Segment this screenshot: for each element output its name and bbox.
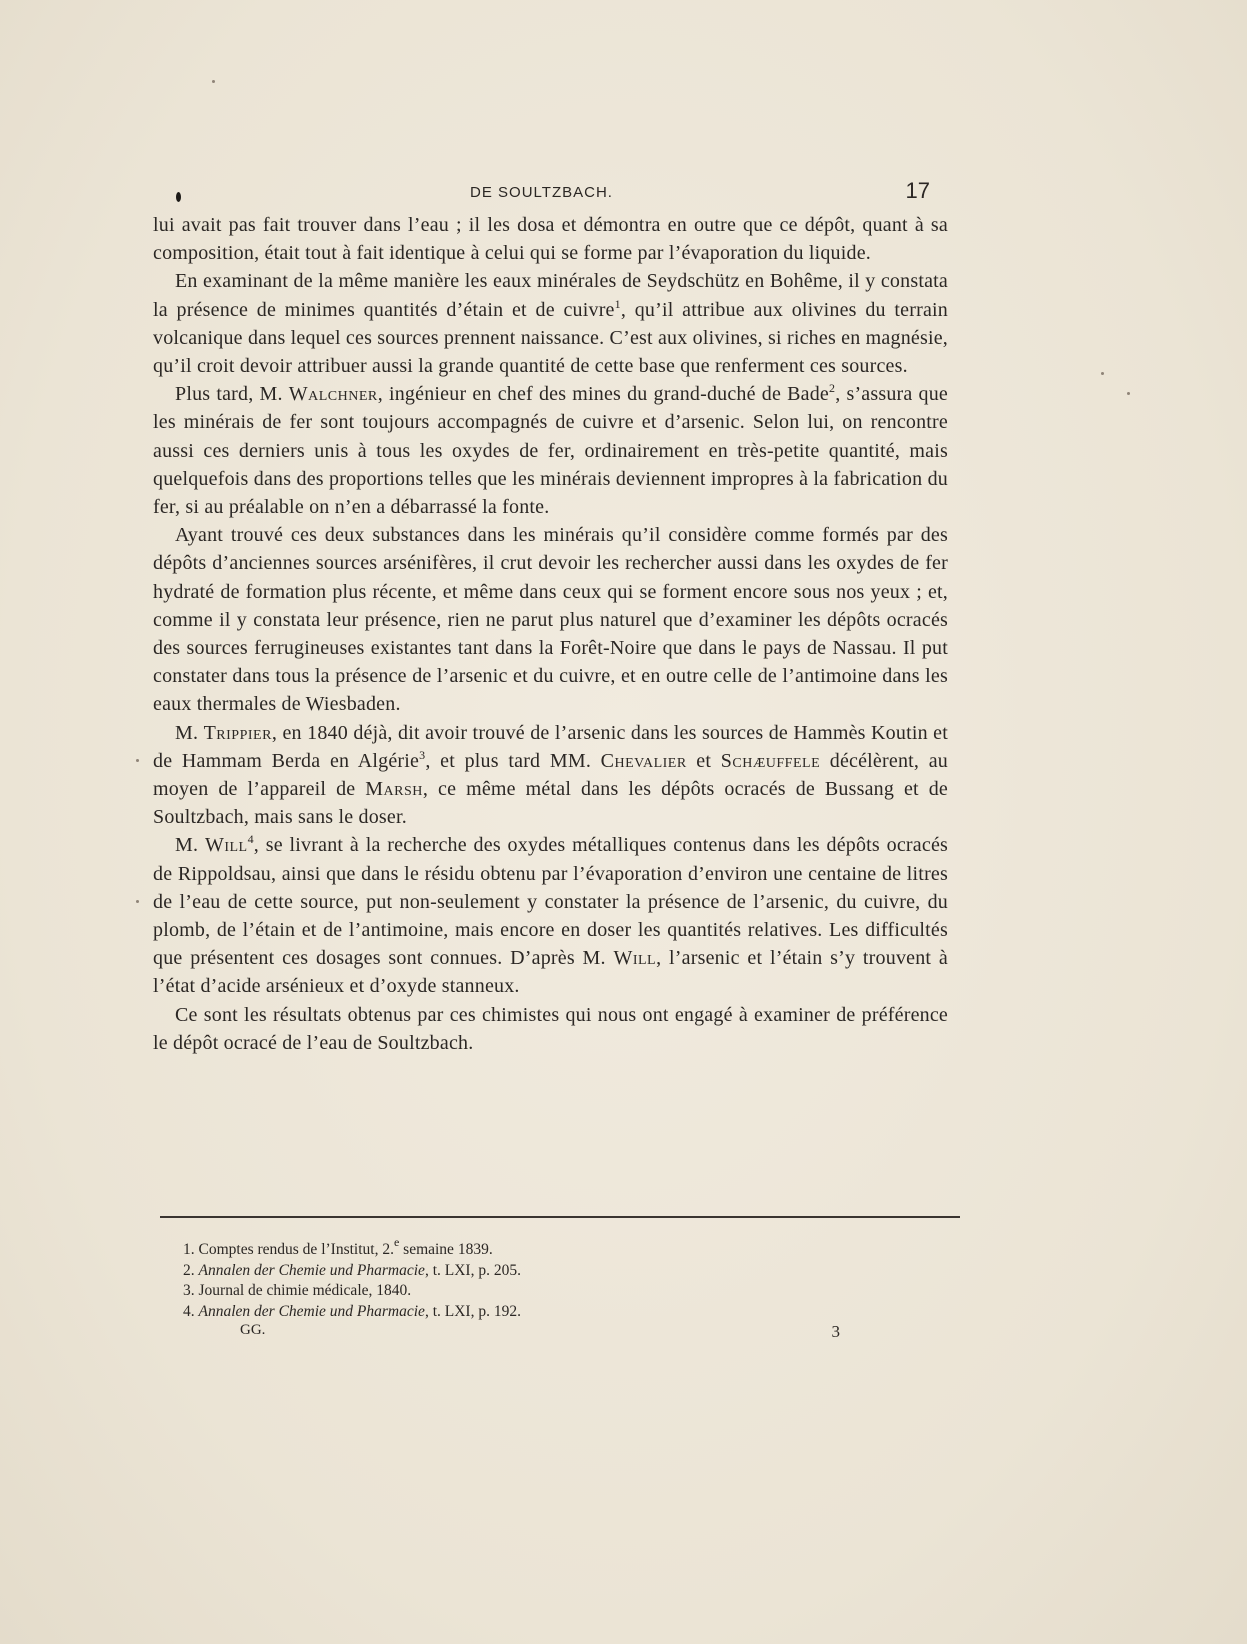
author-name: Walchner — [288, 383, 378, 406]
ink-mark — [176, 192, 181, 202]
footnote-ref: e — [393, 1235, 400, 1249]
text-run: 2. — [183, 1261, 199, 1279]
paragraph — [153, 831, 948, 1000]
body-text — [153, 211, 948, 1057]
text-run: , et plus tard MM. — [425, 749, 601, 772]
text-run: , t. LXI, p. 192. — [424, 1302, 521, 1320]
text-run: 4. — [183, 1302, 199, 1320]
text-run: Ayant trouvé ces deux substances dans les minérais qu’il considère comme formés par des dépôts d’anciennes sources arsénifères, il crut devoir les rechercher aussi dans les oxydes de fer hydraté de formation plus récente, et même dans ceux qui se forment encore sous nos yeux ; et, comme il y constata leur présence, rien ne parut plus naturel que d’examiner les dépôts ocracés des sources ferrugineuses existantes tant dans la Forêt-Noire que dans le pays de Nassau. Il put constater dans tous la présence de l’arsenic et du cuivre, et en outre celle de l’antimoine dans les eaux thermales de Wiesbaden. — [153, 524, 948, 716]
paper-speck — [1101, 372, 1104, 375]
paragraph — [153, 267, 948, 380]
signature-line — [240, 1322, 840, 1344]
author-name: Will — [204, 834, 248, 857]
author-name: Chevalier — [600, 749, 687, 772]
page-number: 17 — [905, 178, 930, 203]
running-head: DE SOULTZBACH. — [470, 184, 613, 201]
text-run: Plus tard, M. — [175, 383, 289, 406]
paper-speck — [136, 759, 139, 762]
text-run: 1. Comptes rendus de l’Institut, 2. — [183, 1241, 394, 1258]
footnotes — [183, 1235, 883, 1322]
footnote — [183, 1261, 883, 1282]
journal-title: Annalen der Chemie und Pharmacie — [198, 1261, 425, 1279]
text-run: , se livrant à la recherche des oxydes métalliques contenus dans les dépôts ocracés de Rippoldsau, ainsi que dans le résidu obtenu par l’évaporation d’environ une centaine de litres de l’eau de cette source, put non-seulement y constater la présence de l’arsenic, du cuivre, du plomb, de l’étain et de l’antimoine, mais encore en doser les quantités relatives. Les difficultés que présentent ces dosages sont connues. D’après M. — [153, 834, 949, 970]
text-run: décélèrent, au moyen de l’appareil de — [153, 749, 948, 801]
text-run: et — [686, 749, 721, 772]
text-run: semaine 1839. — [399, 1241, 493, 1258]
text-run: , ingénieur en chef des mines du grand-duché de Bade — [377, 383, 829, 406]
signature-mark: GG. — [240, 1322, 266, 1338]
author-name: Marsh — [365, 778, 423, 801]
footnote — [183, 1302, 883, 1323]
text-run: M. — [175, 834, 205, 857]
footnote-ref: 3 — [419, 747, 426, 762]
text-run: M. — [175, 721, 204, 744]
text-run: , s’assura que les minérais de fer sont toujours accompagnés de cuivre et d’arsenic. Selon lui, on rencontre aussi ces derniers unis à tous les oxydes de fer, ordinairement en très-petite quantité, mais quelquefois dans des proportions telles que les minérais deviennent impropres à la fabrication du fer, si au préalable on n’en a débarrassé la fonte. — [153, 383, 949, 519]
text-run: , ce même métal dans les dépôts ocracés de Bussang et de Soultzbach, mais sans le doser. — [153, 778, 948, 829]
text-run: lui avait pas fait trouver dans l’eau ; il les dosa et démontra en outre que ce dépôt, quant à sa composition, était tout à fait identique à celui qui se forme par l’évaporation du liquide. — [153, 214, 948, 265]
paper-speck — [136, 900, 139, 903]
footnote-ref: 4 — [247, 832, 254, 847]
text-run: , l’arsenic et l’étain s’y trouvent à l’état d’acide arsénieux et d’oxyde stanneux. — [153, 947, 948, 998]
signature-number: 3 — [831, 1322, 840, 1341]
text-run: , t. LXI, p. 205. — [424, 1261, 521, 1279]
footnote-rule — [160, 1216, 960, 1218]
paragraph — [153, 380, 948, 521]
paper-speck — [212, 80, 215, 83]
footnote — [183, 1235, 883, 1261]
paper-speck — [1127, 392, 1130, 395]
text-run: En examinant de la même manière les eaux minérales de Seydschütz en Bohême, il y constata la présence de minimes quantités d’étain et de cuivre — [153, 270, 948, 321]
author-name: Schæuffele — [720, 749, 821, 772]
text-run: , en 1840 déjà, dit avoir trouvé de l’arsenic dans les sources de Hammès Koutin et de Hammam Berda en Algérie — [153, 721, 948, 772]
footnote — [183, 1281, 883, 1302]
footnote-ref: 2 — [829, 381, 836, 396]
text-run: , qu’il attribue aux olivines du terrain volcanique dans lequel ces sources prennent naissance. C’est aux olivines, si riches en magnésie, qu’il croit devoir attribuer aussi la grande quantité de cette base que renferment ces sources. — [153, 298, 948, 378]
journal-title: Annalen der Chemie und Pharmacie — [198, 1302, 425, 1320]
paragraph — [153, 719, 948, 832]
text-run: Ce sont les résultats obtenus par ces chimistes qui nous ont engagé à examiner de préférence le dépôt ocracé de l’eau de Soultzbach. — [153, 1003, 948, 1054]
author-name: Trippier — [203, 721, 272, 744]
paragraph — [153, 1001, 948, 1057]
text-run: 3. Journal de chimie médicale, 1840. — [183, 1282, 412, 1299]
paragraph — [153, 211, 948, 267]
page-header — [153, 180, 930, 206]
footnote-ref: 1 — [614, 296, 621, 311]
paragraph — [153, 521, 948, 718]
author-name: Will — [613, 947, 657, 970]
